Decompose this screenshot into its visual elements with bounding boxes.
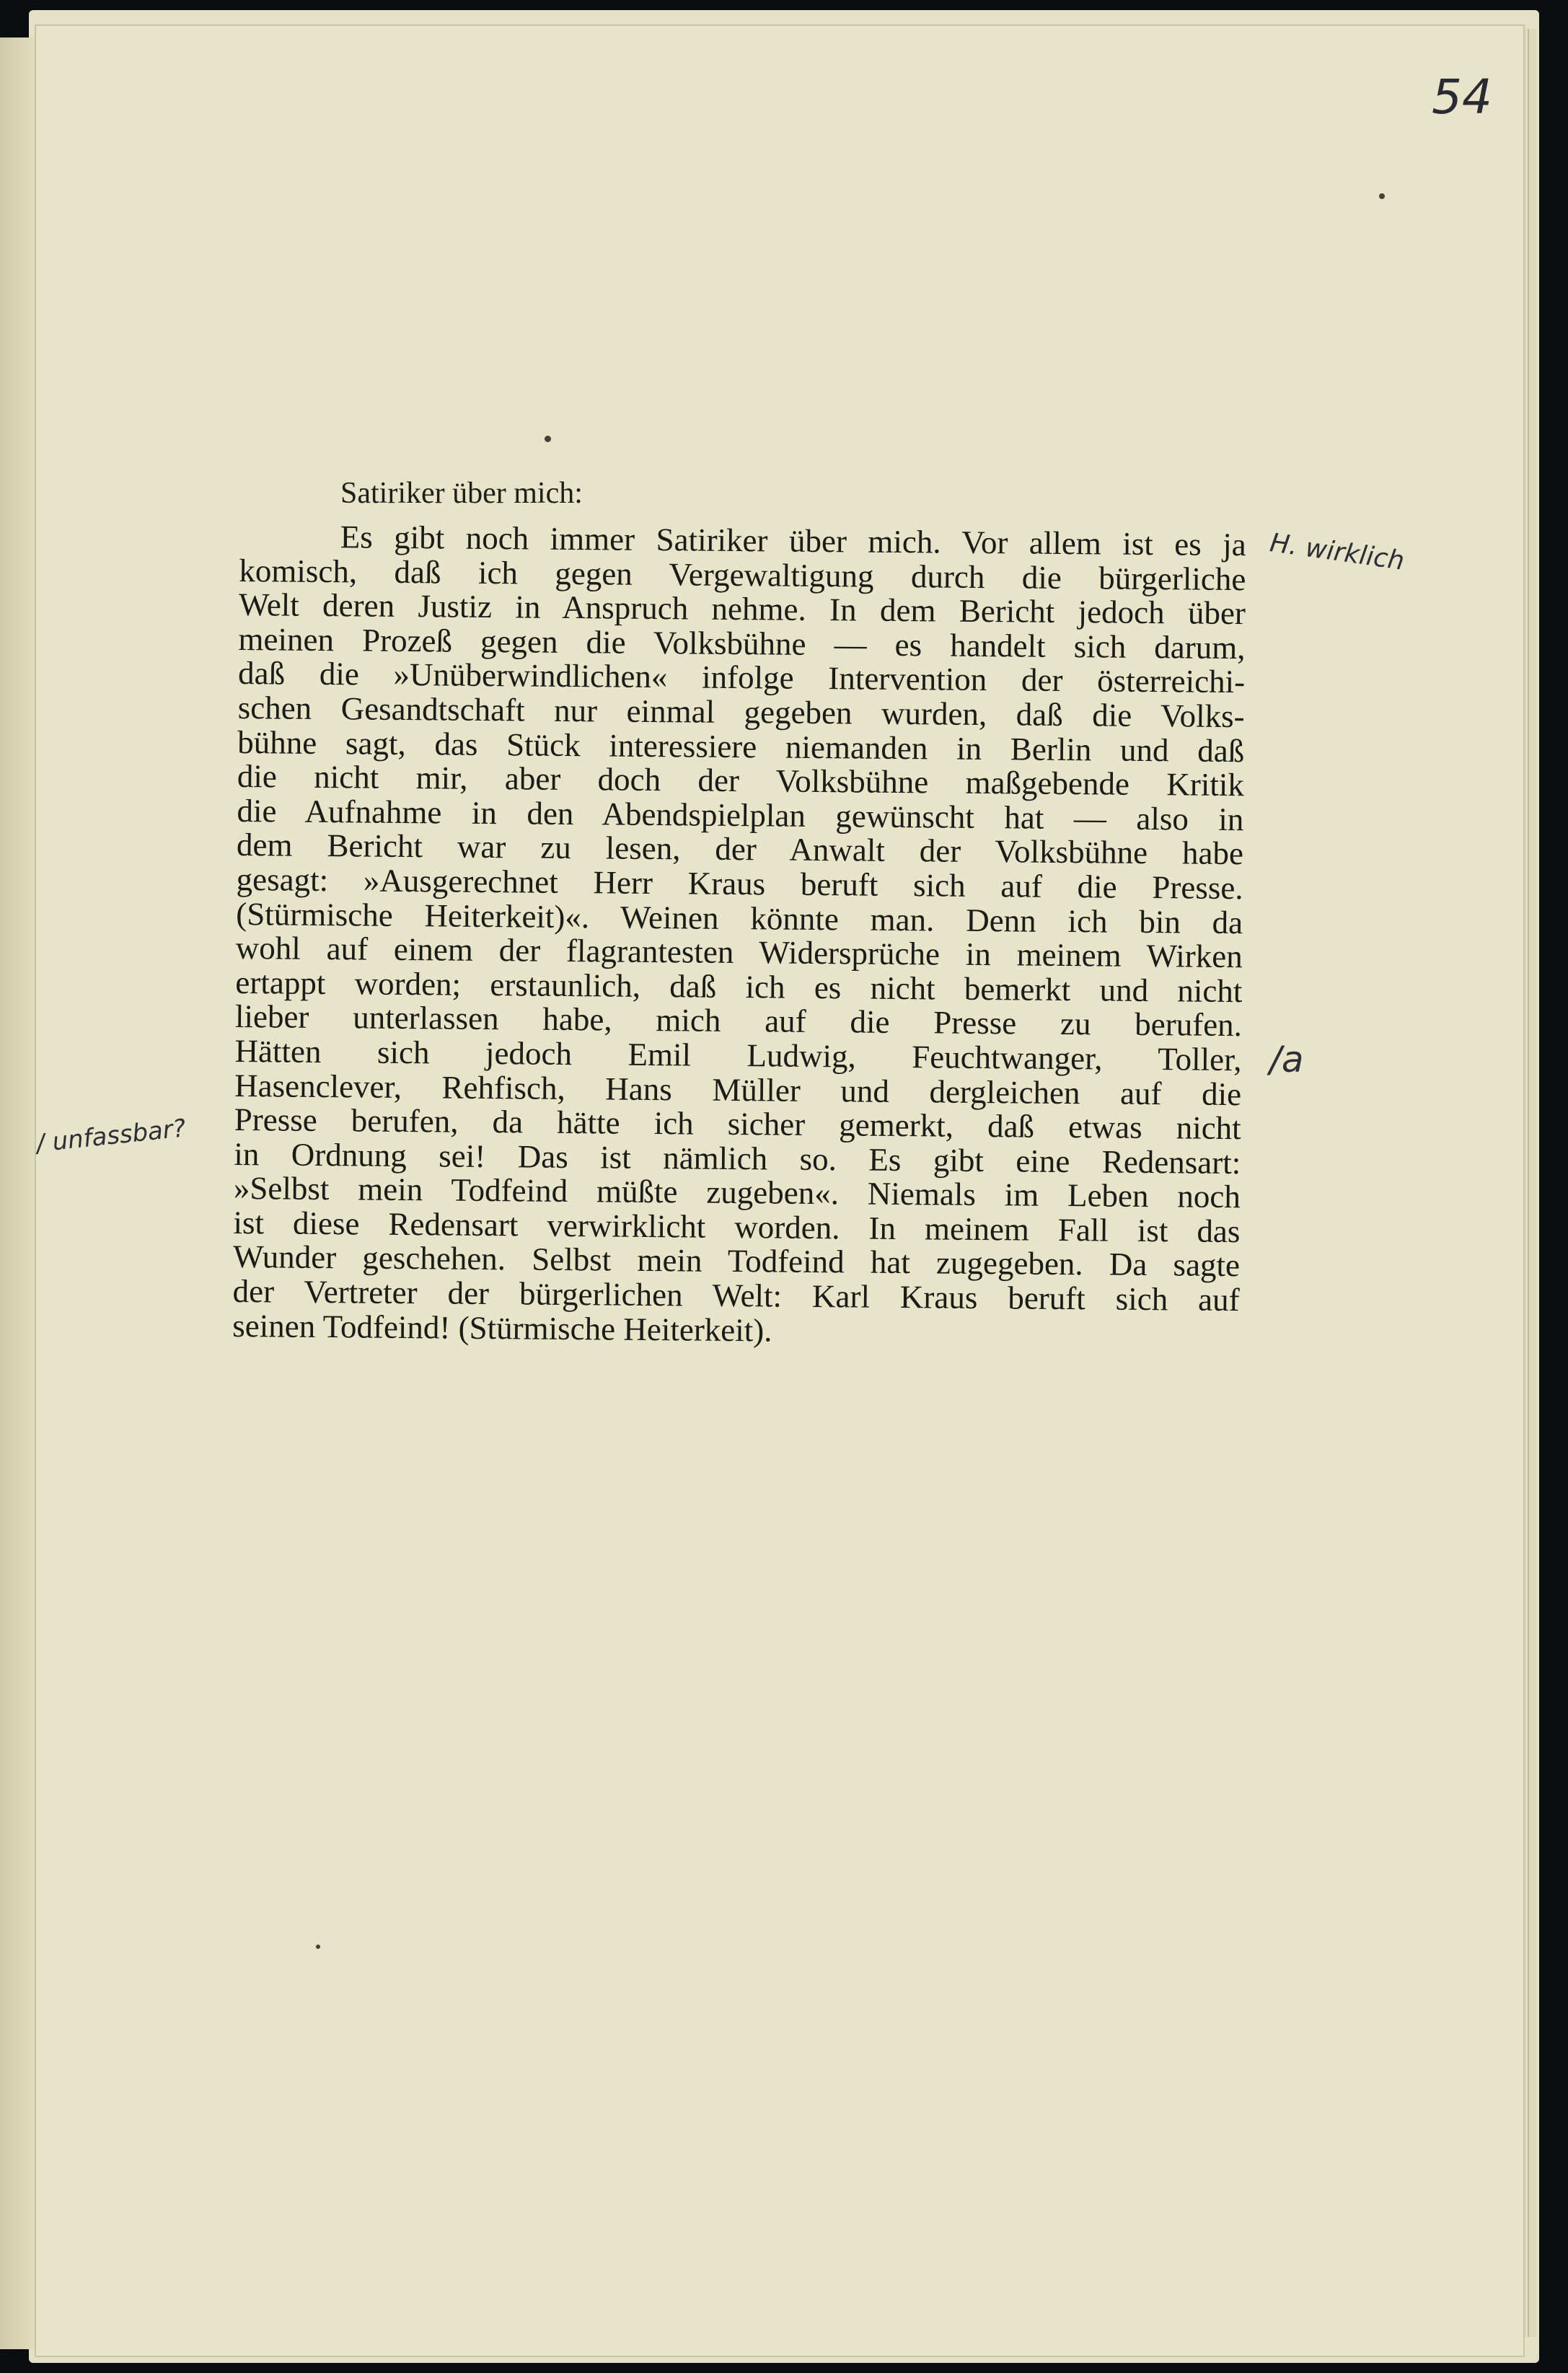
text-line: komisch, daß ich gegen Vergewaltigung durch die bürgerliche [239, 552, 1246, 597]
text-line: die Aufnahme in den Abendspielplan gewünscht hat — also in [237, 792, 1244, 837]
text-line: die nicht mir, aber doch der Volksbühne maßgebende Kritik [237, 758, 1245, 804]
page-number: 54 [1432, 69, 1492, 125]
section-heading: Satiriker über mich: [340, 477, 583, 510]
text-line: Hätten sich jedoch Emil Ludwig, Feuchtwanger, Toller, [234, 1032, 1242, 1078]
text-line: seinen Todfeind! (Stürmische Heiterkeit). [232, 1307, 772, 1349]
text-line: ist diese Redensart verwirklicht worden. In meinem Fall ist das [233, 1204, 1241, 1250]
text-line: ertappt worden; erstaunlich, daß ich es nicht bemerkt und nicht [235, 964, 1243, 1009]
ink-speck [545, 436, 551, 442]
text-line: schen Gesandtschaft nur einmal gegeben wurden, daß die Volks- [237, 689, 1245, 735]
text-line: lieber unterlassen habe, mich auf die Presse zu berufen. [234, 998, 1243, 1044]
text-line: Presse berufen, da hätte ich sicher gemerkt, daß etwas nicht [234, 1101, 1241, 1147]
text-line: bühne sagt, das Stück interessiere niemanden in Berlin und daß [237, 723, 1245, 769]
text-line: daß die »Unüberwindlichen« infolge Intervention der österreichi- [237, 655, 1246, 700]
text-line: dem Bericht war zu lesen, der Anwalt der Volksbühne habe [236, 827, 1244, 872]
ink-speck [316, 1945, 320, 1949]
text-line: der Vertreter der bürgerlichen Welt: Karl Kraus beruft sich auf [232, 1273, 1240, 1318]
page-edge [1528, 29, 1536, 2337]
text-line: meinen Prozeß gegen die Volksbühne — es handelt sich darum, [238, 620, 1246, 666]
body-paragraph [232, 519, 1246, 1352]
margin-note-right-top: H. wirklich [1268, 528, 1406, 576]
margin-note-left: / unfassbar? [35, 1114, 188, 1158]
text-line: in Ordnung sei! Das ist nämlich so. Es gibt eine Redensart: [234, 1135, 1241, 1181]
text-line: »Selbst mein Todfeind müßte zugeben«. Niemals im Leben noch [233, 1170, 1241, 1215]
text-line: Es gibt noch immer Satiriker über mich. Vor allem ist es ja [340, 519, 1246, 563]
margin-note-right-mid: /a [1269, 1039, 1304, 1080]
text-line: Hasenclever, Rehfisch, Hans Müller und dergleichen auf die [234, 1067, 1242, 1112]
text-line: gesagt: »Ausgerechnet Herr Kraus beruft sich auf die Presse. [236, 860, 1243, 907]
text-line: Welt deren Justiz in Anspruch nehme. In dem Bericht jedoch über [238, 586, 1246, 632]
ink-speck [1379, 193, 1385, 199]
text-line: wohl auf einem der flagrantesten Widersprüche in meinem Wirken [235, 930, 1243, 975]
text-line: Wunder geschehen. Selbst mein Todfeind hat zugegeben. Da sagte [232, 1238, 1241, 1284]
text-line: (Stürmische Heiterkeit)«. Weinen könnte man. Denn ich bin da [236, 895, 1243, 941]
